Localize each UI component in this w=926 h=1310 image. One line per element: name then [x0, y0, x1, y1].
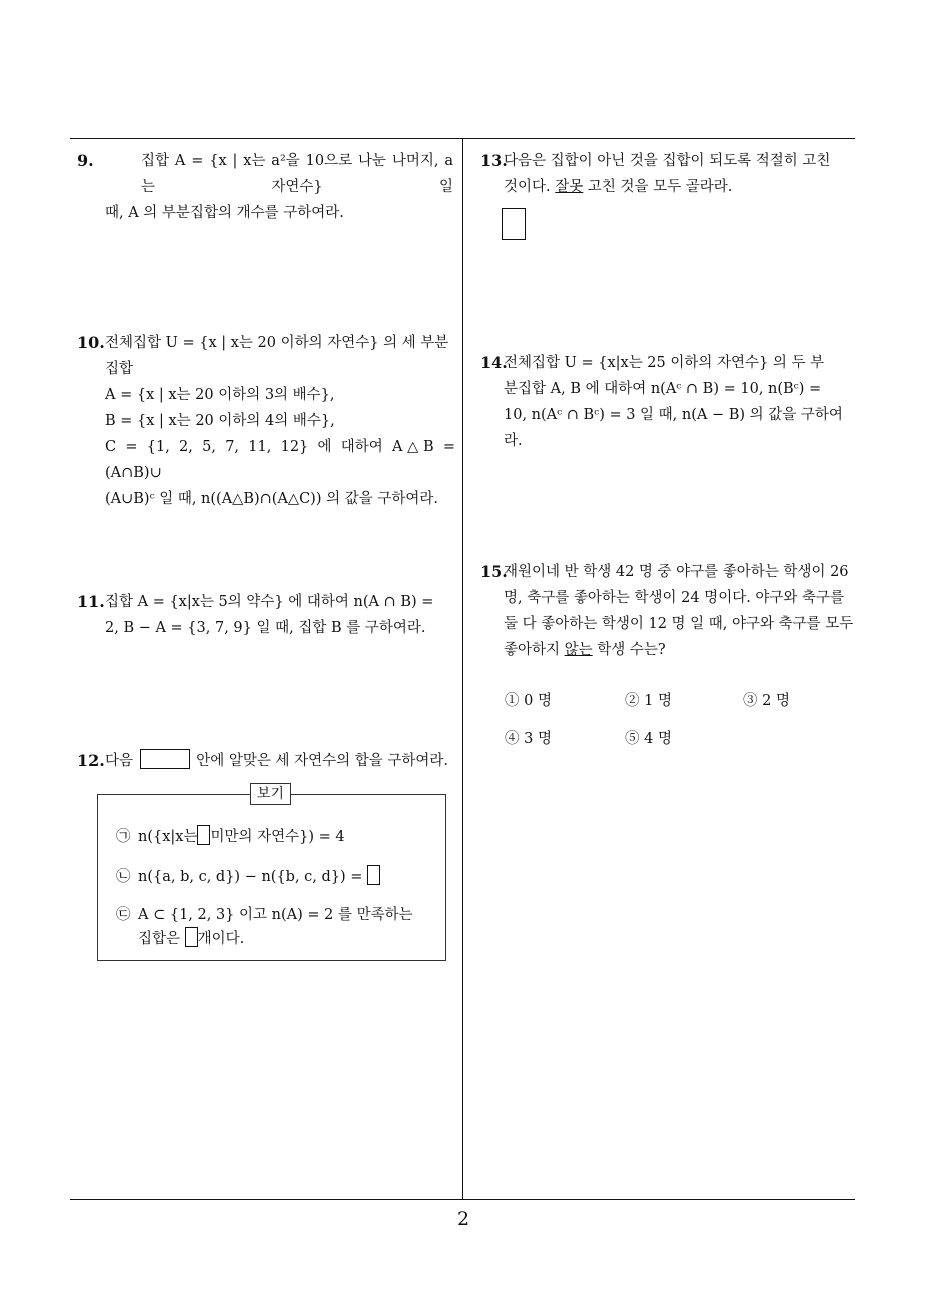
- problem-line: 집합 A = {x|x는 5의 약수} 에 대하여 n(A ∩ B) =: [105, 594, 434, 610]
- problem-line: 2, B − A = {3, 7, 9} 일 때, 집합 B 를 구하여라.: [105, 620, 426, 636]
- problem-line: C = {1, 2, 5, 7, 11, 12} 에 대하여 A△B = (A∩B)∪: [105, 439, 455, 481]
- problem-text-span: 것이다.: [504, 179, 551, 195]
- answer-box: [502, 208, 526, 240]
- problem-line: 전체집합 U = {x|x는 25 이하의 자연수} 의 두 부: [504, 355, 825, 371]
- problem-line: 라.: [504, 433, 523, 449]
- problem-line: [504, 637, 860, 663]
- choice-4[interactable]: ④ 3 명: [505, 731, 552, 747]
- bogi-text: n({x|x는: [138, 829, 198, 845]
- bogi-box: [97, 786, 446, 961]
- bogi-mark: ㉡: [116, 869, 131, 885]
- choice-5[interactable]: ⑤ 4 명: [625, 731, 672, 747]
- problem-number: 13.: [480, 151, 508, 170]
- problem-number: 11.: [77, 592, 105, 611]
- problem-number: 9.: [77, 151, 94, 170]
- bogi-title: 보기: [250, 783, 291, 805]
- problem-line: 전체집합 U = {x | x는 20 이하의 자연수} 의 세 부분: [105, 335, 449, 351]
- problem-text: [480, 148, 858, 200]
- blank-box: [197, 825, 210, 845]
- problem-text-span: 고친 것을 모두 골라라.: [587, 179, 733, 195]
- bogi-text: 미만의 자연수}) = 4: [210, 829, 345, 845]
- choice-2[interactable]: ② 1 명: [625, 693, 672, 709]
- problem-15: [480, 559, 860, 663]
- bogi-text: 개이다.: [197, 931, 245, 947]
- underlined-word: 않는: [564, 642, 593, 658]
- problem-text-before-box: 다음: [105, 753, 134, 769]
- problem-13: [480, 148, 858, 240]
- bogi-text: n({a, b, c, d}) − n({b, c, d}) =: [138, 869, 363, 885]
- problem-text: [77, 748, 457, 774]
- problem-9: [77, 148, 453, 226]
- problem-number: 15.: [480, 562, 508, 581]
- problem-line: 재원이네 반 학생 42 명 중 야구를 좋아하는 학생이 26: [504, 564, 849, 580]
- problem-line: 때, A 의 부분집합의 개수를 구하여라.: [105, 205, 344, 221]
- problem-text-after-box: 안에 알맞은 세 자연수의 합을 구하여라.: [196, 753, 448, 769]
- bogi-text: 집합은: [138, 931, 181, 947]
- problem-line: (A∪B)ᶜ 일 때, n((A△B)∩(A△C)) 의 값을 구하여라.: [105, 491, 438, 507]
- problem-line: B = {x | x는 20 이하의 4의 배수},: [105, 413, 335, 429]
- problem-line: 둘 다 좋아하는 학생이 12 명 일 때, 야구와 축구를 모두: [504, 616, 854, 632]
- problem-line: 명, 축구를 좋아하는 학생이 24 명이다. 야구와 축구를: [504, 590, 845, 606]
- page-number: 2: [456, 1208, 470, 1230]
- problem-number: 10.: [77, 333, 105, 352]
- problem-line: 다음은 집합이 아닌 것을 집합이 되도록 적절히 고친: [504, 153, 831, 169]
- problem-11: [77, 589, 455, 641]
- column-divider: [462, 138, 463, 1200]
- problem-line: [504, 174, 858, 200]
- problem-text: [480, 559, 860, 663]
- bogi-item-1: [116, 825, 345, 849]
- problem-10: [77, 330, 455, 512]
- problem-text-span: 좋아하지: [504, 642, 561, 658]
- problem-line: A = {x | x는 20 이하의 3의 배수},: [105, 387, 335, 403]
- problem-line: 10, n(Aᶜ ∩ Bᶜ) = 3 일 때, n(A − B) 의 값을 구하여: [504, 407, 843, 423]
- blank-box: [140, 749, 190, 769]
- blank-box: [185, 927, 198, 947]
- bogi-item-3: [116, 903, 413, 951]
- problem-line: 집합: [105, 361, 134, 377]
- underlined-word: 잘못: [555, 179, 584, 195]
- problem-text: [77, 148, 453, 226]
- choice-3[interactable]: ③ 2 명: [743, 693, 790, 709]
- problem-line: 분집합 A, B 에 대하여 n(Aᶜ ∩ B) = 10, n(Bᶜ) =: [504, 381, 822, 397]
- bogi-text: A ⊂ {1, 2, 3} 이고 n(A) = 2 를 만족하는: [138, 907, 413, 923]
- bogi-mark: ㉢: [116, 907, 131, 923]
- problem-number: 12.: [77, 751, 105, 770]
- bogi-item-2: [116, 865, 380, 889]
- problem-number: 14.: [480, 353, 508, 372]
- problem-text-span: 학생 수는?: [597, 642, 666, 658]
- problem-text: [77, 330, 455, 512]
- problem-14: [480, 350, 858, 454]
- bottom-rule: [70, 1199, 855, 1200]
- blank-box: [367, 865, 380, 885]
- problem-line: 집합 A = {x | x는 a²을 10으로 나눈 나머지, a는 자연수} 일: [141, 153, 453, 195]
- problem-12: [77, 748, 457, 774]
- problem-text: [77, 589, 455, 641]
- bogi-mark: ㉠: [116, 829, 131, 845]
- problem-text: [480, 350, 858, 454]
- choice-1[interactable]: ① 0 명: [505, 693, 552, 709]
